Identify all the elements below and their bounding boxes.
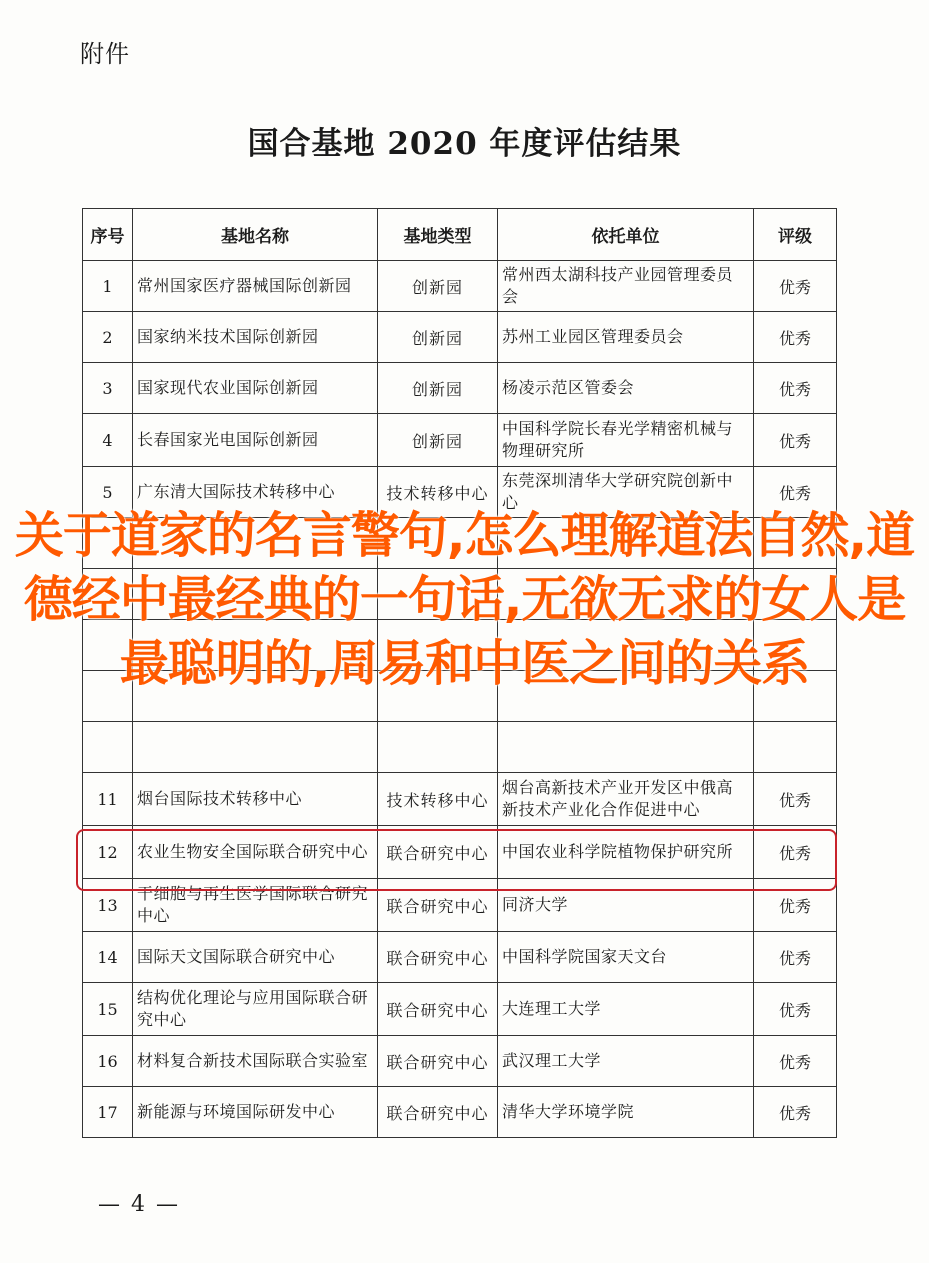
cell-number: 12 — [83, 826, 133, 879]
cell-number: 13 — [83, 879, 133, 932]
table-row — [83, 773, 837, 826]
table-row — [83, 261, 837, 312]
cell-base-type: 技术转移中心 — [378, 773, 498, 826]
table-row — [83, 932, 837, 983]
cell-base-name: 新能源与环境国际研发中心 — [133, 1087, 378, 1138]
cell-host-unit: 大连理工大学 — [498, 983, 754, 1036]
cell-number: 14 — [83, 932, 133, 983]
cell-base-type: 联合研究中心 — [378, 983, 498, 1036]
cell-host-unit: 中国农业科学院植物保护研究所 — [498, 826, 754, 879]
cell-base-name: 农业生物安全国际联合研究中心 — [133, 826, 378, 879]
cell-rating: 优秀 — [754, 261, 837, 312]
cell-base-name: 结构优化理论与应用国际联合研究中心 — [133, 983, 378, 1036]
cell-rating: 优秀 — [754, 826, 837, 879]
table-row — [83, 363, 837, 414]
column-header-base-name: 基地名称 — [133, 209, 378, 261]
cell-host-unit: 同济大学 — [498, 879, 754, 932]
table-row — [83, 312, 837, 363]
cell-number: 15 — [83, 983, 133, 1036]
cell-base-type: 联合研究中心 — [378, 879, 498, 932]
column-header-host-unit: 依托单位 — [498, 209, 754, 261]
cell-base-type: 联合研究中心 — [378, 1036, 498, 1087]
overlay-caption: 关于道家的名言警句,怎么理解道法自然,道德经中最经典的一句话,无欲无求的女人是最聪明的,周易和中医之间的关系 — [14, 507, 915, 692]
cell-base-name: 干细胞与再生医学国际联合研究中心 — [133, 879, 378, 932]
cell-number: 11 — [83, 773, 133, 826]
cell-number: 16 — [83, 1036, 133, 1087]
cell-base-type: 联合研究中心 — [378, 1087, 498, 1138]
table-row — [83, 1036, 837, 1087]
cell-number: 5 — [83, 467, 133, 518]
cell-base-name: 材料复合新技术国际联合实验室 — [133, 1036, 378, 1087]
cell-rating: 优秀 — [754, 1087, 837, 1138]
column-header-base-type: 基地类型 — [378, 209, 498, 261]
cell-host-unit: 苏州工业园区管理委员会 — [498, 312, 754, 363]
cell-base-type: 联合研究中心 — [378, 826, 498, 879]
cell-base-name: 国际天文国际联合研究中心 — [133, 932, 378, 983]
cell-number: 3 — [83, 363, 133, 414]
cell-base-name: 烟台国际技术转移中心 — [133, 773, 378, 826]
table-row — [83, 1087, 837, 1138]
cell-rating: 优秀 — [754, 983, 837, 1036]
cell-host-unit: 中国科学院国家天文台 — [498, 932, 754, 983]
cell-base-name: 广东清大国际技术转移中心 — [133, 467, 378, 518]
cell-base-type: 创新园 — [378, 261, 498, 312]
cell-rating: 优秀 — [754, 1036, 837, 1087]
cell-host-unit: 常州西太湖科技产业园管理委员会 — [498, 261, 754, 312]
cell-rating: 优秀 — [754, 467, 837, 518]
cell-rating: 优秀 — [754, 312, 837, 363]
cell-host-unit: 东莞深圳清华大学研究院创新中心 — [498, 467, 754, 518]
cell-base-name: 国家现代农业国际创新园 — [133, 363, 378, 414]
cell-rating: 优秀 — [754, 414, 837, 467]
cell-rating — [754, 722, 837, 773]
cell-number: 1 — [83, 261, 133, 312]
cell-base-type: 创新园 — [378, 312, 498, 363]
cell-rating: 优秀 — [754, 773, 837, 826]
cell-base-name: 长春国家光电国际创新园 — [133, 414, 378, 467]
cell-base-type: 创新园 — [378, 363, 498, 414]
page-number: — 4 — — [98, 1192, 180, 1217]
cell-number — [83, 722, 133, 773]
table-row-obscured — [83, 722, 837, 773]
table-row — [83, 414, 837, 467]
column-header-number: 序号 — [83, 209, 133, 261]
cell-host-unit: 武汉理工大学 — [498, 1036, 754, 1087]
cell-host-unit: 烟台高新技术产业开发区中俄高新技术产业化合作促进中心 — [498, 773, 754, 826]
cell-rating: 优秀 — [754, 879, 837, 932]
cell-host-unit — [498, 722, 754, 773]
table-header-row — [83, 209, 837, 261]
cell-number: 4 — [83, 414, 133, 467]
cell-base-name — [133, 722, 378, 773]
cell-rating: 优秀 — [754, 363, 837, 414]
cell-base-type: 技术转移中心 — [378, 467, 498, 518]
cell-rating: 优秀 — [754, 932, 837, 983]
cell-number: 2 — [83, 312, 133, 363]
cell-base-type — [378, 722, 498, 773]
cell-base-type: 联合研究中心 — [378, 932, 498, 983]
column-header-rating: 评级 — [754, 209, 837, 261]
cell-host-unit: 中国科学院长春光学精密机械与物理研究所 — [498, 414, 754, 467]
row-12-highlight-box — [76, 829, 837, 891]
cell-base-name: 国家纳米技术国际创新园 — [133, 312, 378, 363]
cell-host-unit: 清华大学环境学院 — [498, 1087, 754, 1138]
cell-host-unit: 杨凌示范区管委会 — [498, 363, 754, 414]
document-title: 国合基地 2020 年度评估结果 — [247, 126, 682, 162]
cell-base-name: 常州国家医疗器械国际创新园 — [133, 261, 378, 312]
cell-base-type: 创新园 — [378, 414, 498, 467]
attachment-label: 附件 — [80, 40, 130, 68]
cell-number: 17 — [83, 1087, 133, 1138]
table-row — [83, 983, 837, 1036]
